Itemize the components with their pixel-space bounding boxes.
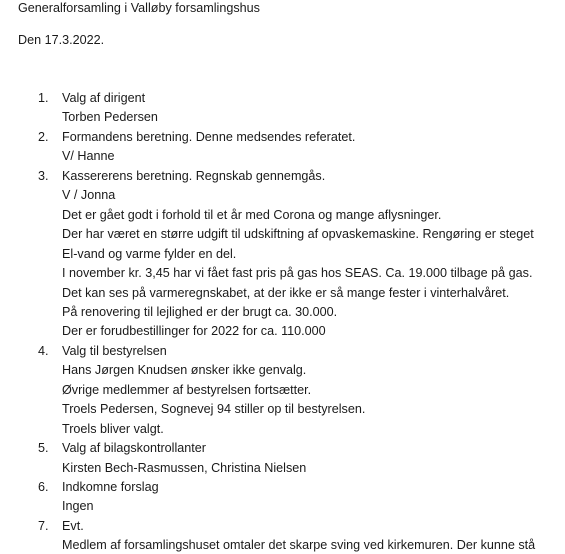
agenda-item-note: Der har været en større udgift til udskiftning af opvaskemaskine. Rengøring er steget [62,227,534,242]
agenda-item-note: Troels bliver valgt. [62,421,164,436]
agenda-item-note: El-vand og varme fylder en del. [62,246,237,261]
agenda-item-note: Kirsten Bech-Rasmussen, Christina Nielsen [62,460,307,475]
agenda-item-title: Indkomne forslag [62,480,159,494]
agenda-item-note: V / Jonna [62,188,116,203]
agenda-item-note: På renovering til lejlighed er der brugt ca. 30.000. [62,304,338,319]
agenda-item-title: Formandens beretning. Denne medsendes referatet. [62,129,356,144]
agenda-item-title: Valg til bestyrelsen [62,343,167,358]
document-heading: Generalforsamling i Valløby forsamlingshus [18,1,260,15]
agenda-item-number: 3. [38,168,49,183]
agenda-item-note: I november kr. 3,45 har vi fået fast pris på gas hos SEAS. Ca. 19.000 tilbage på gas. [62,266,533,281]
agenda-item-note: Der er forudbestillinger for 2022 for ca. 110.000 [62,324,326,339]
agenda-item-title: Kassererens beretning. Regnskab gennemgås. [62,168,326,183]
agenda-item-note: Øvrige medlemmer af bestyrelsen fortsætter. [62,382,312,397]
agenda-item-note: V/ Hanne [62,149,115,164]
agenda-item-number: 1. [38,91,49,105]
agenda-item-note: Ingen [62,499,94,514]
agenda-item-title: Valg af bilagskontrollanter [62,441,206,456]
agenda-item-note: Medlem af forsamlingshuset omtaler det skarpe sving ved kirkemuren. Der kunne stå [62,538,536,553]
agenda-item-title: Evt. [62,518,84,533]
agenda-item-note: Det kan ses på varmeregnskabet, at der ikke er så mange fester i vinterhalvåret. [62,285,510,300]
agenda-item-note: Troels Pedersen, Sognevej 94 stiller op til bestyrelsen. [62,402,366,417]
agenda-item-note: Torben Pedersen [62,110,158,125]
agenda-item-note: Det er gået godt i forhold til et år med Corona og mange aflysninger. [62,207,442,222]
meeting-date: Den 17.3.2022. [18,33,105,47]
agenda-item-number: 5. [38,441,49,456]
agenda-item-note: Hans Jørgen Knudsen ønsker ikke genvalg. [62,363,307,378]
agenda-item-number: 6. [38,480,49,494]
agenda-item-title: Valg af dirigent [62,91,146,105]
agenda-item-number: 4. [38,343,49,358]
agenda-item-number: 2. [38,129,49,144]
agenda-item-number: 7. [38,518,49,533]
